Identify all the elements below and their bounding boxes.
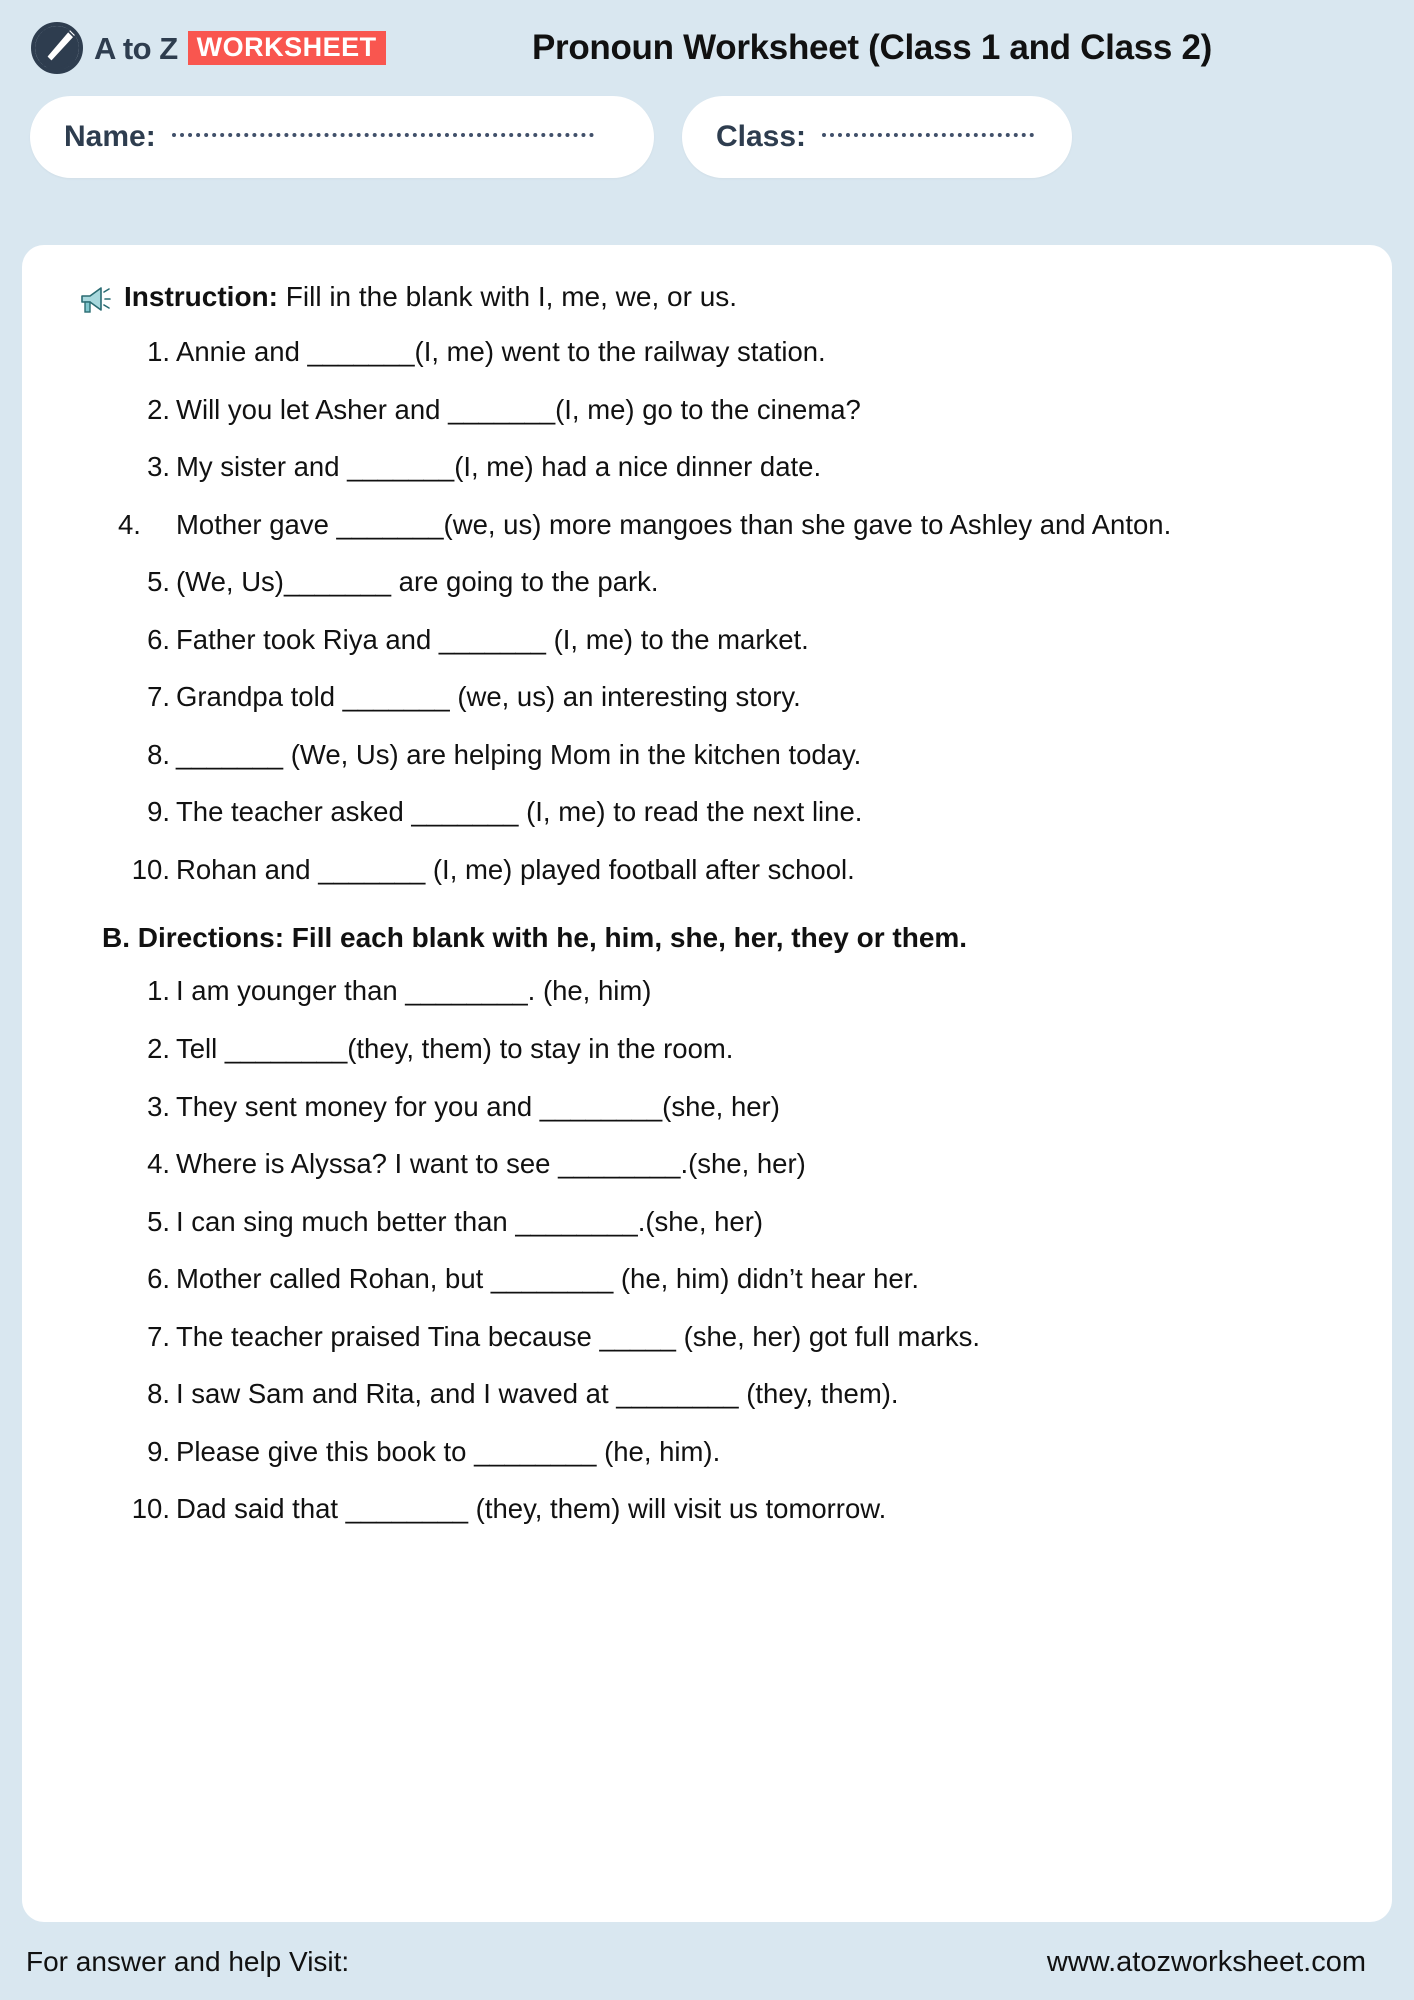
question-item[interactable] bbox=[118, 393, 1348, 427]
question-item[interactable] bbox=[118, 738, 1348, 772]
page-header bbox=[0, 0, 1414, 96]
question-text: I am younger than ________. (he, him) bbox=[176, 975, 652, 1007]
page-title-text: Pronoun Worksheet (Class 1 and Class 2) bbox=[531, 28, 1213, 67]
megaphone-icon bbox=[78, 283, 112, 317]
class-label: Class: bbox=[716, 120, 807, 153]
footer-note: For answer and help Visit: bbox=[26, 1946, 350, 1977]
question-text: Where is Alyssa? I want to see ________.(she, her) bbox=[176, 1148, 806, 1180]
section-b-question-list bbox=[118, 974, 1348, 1525]
question-item[interactable] bbox=[118, 974, 1348, 1008]
question-text: Will you let Asher and _______(I, me) go to the cinema? bbox=[176, 393, 861, 425]
question-text: My sister and _______(I, me) had a nice dinner date. bbox=[176, 451, 822, 483]
question-text: Annie and _______(I, me) went to the railway station. bbox=[176, 336, 826, 367]
question-item[interactable] bbox=[118, 795, 1348, 829]
question-item[interactable] bbox=[118, 623, 1348, 657]
question-item[interactable] bbox=[118, 1320, 1348, 1354]
section-a-question-list bbox=[118, 335, 1348, 886]
section-a-instruction-detail: Fill in the blank with I, me, we, or us. bbox=[285, 281, 738, 312]
section-b-heading: B. Directions: Fill each blank with he, him, she, her, they or them. bbox=[102, 922, 968, 954]
question-item[interactable] bbox=[118, 1205, 1348, 1239]
question-text: I saw Sam and Rita, and I waved at ________ (they, them). bbox=[176, 1378, 899, 1410]
class-input-line[interactable] bbox=[822, 133, 1034, 137]
question-item[interactable] bbox=[118, 1492, 1348, 1526]
pen-circle-logo-icon bbox=[30, 21, 84, 75]
question-text: Mother gave _______(we, us) more mangoes than she gave to Ashley and Anton. bbox=[176, 508, 1172, 540]
question-item[interactable] bbox=[118, 565, 1348, 599]
question-text: (We, Us)_______ are going to the park. bbox=[176, 566, 659, 598]
question-text: Father took Riya and _______ (I, me) to the market. bbox=[176, 623, 809, 655]
page-footer bbox=[0, 1924, 1414, 2000]
name-label: Name: bbox=[64, 120, 156, 153]
section-a-instruction-text bbox=[124, 279, 737, 314]
question-text: I can sing much better than ________.(she, her) bbox=[176, 1205, 764, 1237]
question-item[interactable] bbox=[118, 680, 1348, 714]
student-info-row bbox=[0, 96, 1414, 178]
question-item[interactable] bbox=[118, 853, 1348, 887]
footer-website-link[interactable]: www.atozworksheet.com bbox=[1046, 1945, 1366, 1978]
brand-name: A to Z bbox=[94, 30, 178, 66]
question-text: Please give this book to ________ (he, him). bbox=[176, 1435, 721, 1467]
worksheet-body bbox=[22, 245, 1392, 1922]
question-text: _______ (We, Us) are helping Mom in the kitchen today. bbox=[176, 738, 862, 770]
name-input-line[interactable] bbox=[172, 133, 594, 137]
brand-badge: WORKSHEET bbox=[188, 31, 386, 65]
question-text: The teacher asked _______ (I, me) to read the next line. bbox=[176, 796, 863, 828]
question-text: Mother called Rohan, but ________ (he, him) didn’t hear her. bbox=[176, 1263, 919, 1295]
question-item[interactable] bbox=[118, 450, 1348, 484]
section-a-instruction-label: Instruction: bbox=[124, 281, 278, 312]
question-item[interactable] bbox=[118, 1147, 1348, 1181]
question-item[interactable] bbox=[118, 508, 1348, 542]
question-item[interactable] bbox=[118, 1377, 1348, 1411]
question-text: Dad said that ________ (they, them) will visit us tomorrow. bbox=[176, 1493, 887, 1525]
question-item[interactable] bbox=[118, 335, 1348, 369]
question-text: The teacher praised Tina because _____ (she, her) got full marks. bbox=[176, 1320, 981, 1352]
question-item[interactable] bbox=[118, 1435, 1348, 1469]
question-text: Tell ________(they, them) to stay in the room. bbox=[176, 1033, 734, 1065]
question-text: Rohan and _______ (I, me) played football after school. bbox=[176, 853, 855, 885]
question-item[interactable] bbox=[118, 1090, 1348, 1124]
question-item[interactable] bbox=[118, 1262, 1348, 1296]
question-item[interactable] bbox=[118, 1032, 1348, 1066]
name-field-box[interactable] bbox=[30, 96, 654, 178]
question-text: They sent money for you and ________(she, her) bbox=[176, 1090, 780, 1122]
class-field-box[interactable] bbox=[682, 96, 1072, 178]
section-a-instruction bbox=[78, 279, 1348, 317]
brand-logo[interactable] bbox=[30, 21, 386, 75]
question-text: Grandpa told _______ (we, us) an interesting story. bbox=[176, 681, 801, 713]
